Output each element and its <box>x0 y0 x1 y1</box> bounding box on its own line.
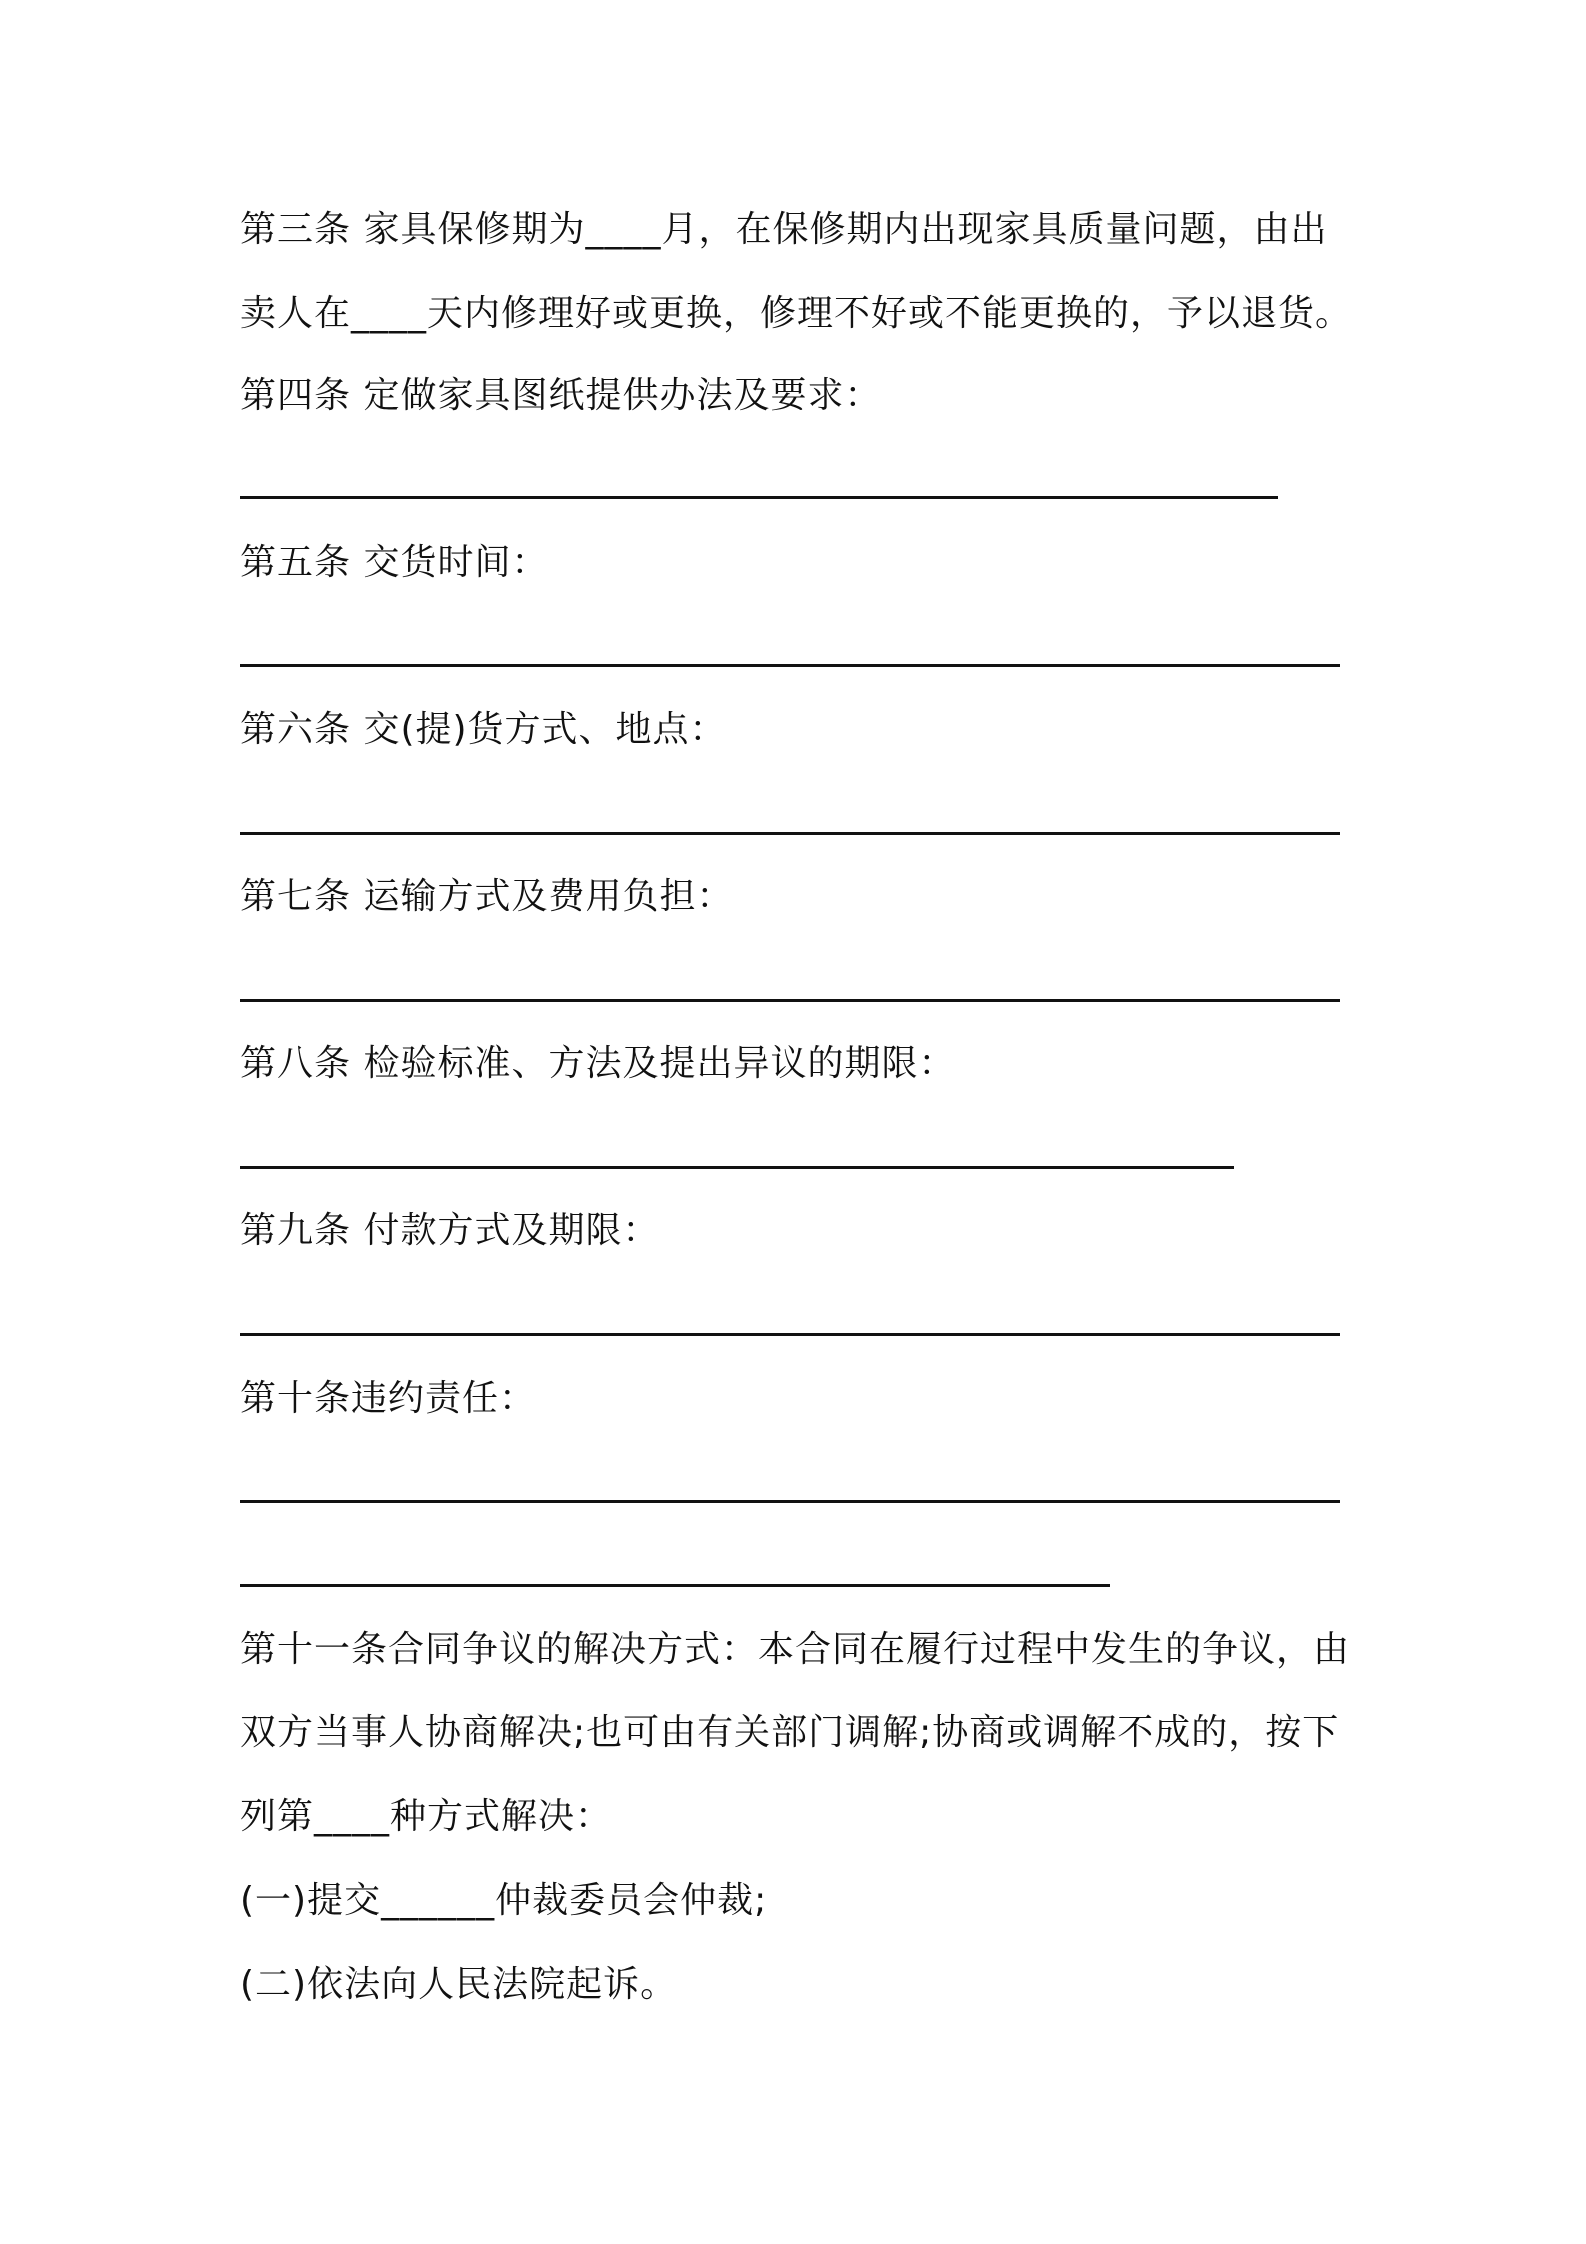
article-5-blank-line[interactable] <box>240 664 1340 667</box>
article-6-heading: 第六条 交(提)货方式、地点： <box>240 709 727 750</box>
article-11-line-3: 列第____种方式解决： <box>240 1796 613 1837</box>
article-9-blank-line[interactable] <box>240 1333 1340 1336</box>
article-4-heading: 第四条 定做家具图纸提供办法及要求： <box>240 375 882 416</box>
article-11-option-1: (一)提交______仲裁委员会仲裁; <box>240 1880 768 1921</box>
article-7-blank-line[interactable] <box>240 999 1340 1002</box>
article-8-heading: 第八条 检验标准、方法及提出异议的期限： <box>240 1043 956 1084</box>
article-6-blank-line[interactable] <box>240 832 1340 835</box>
article-10-blank-line-1[interactable] <box>240 1500 1340 1503</box>
article-8-blank-line[interactable] <box>240 1166 1234 1169</box>
article-5-heading: 第五条 交货时间： <box>240 542 549 583</box>
article-7-heading: 第七条 运输方式及费用负担： <box>240 876 734 917</box>
article-3-line-2: 卖人在____天内修理好或更换，修理不好或不能更换的，予以退货。 <box>240 293 1353 334</box>
article-11-line-2: 双方当事人协商解决;也可由有关部门调解;协商或调解不成的，按下 <box>240 1712 1340 1753</box>
article-10-heading: 第十条违约责任： <box>240 1378 537 1419</box>
article-10-blank-line-2[interactable] <box>240 1584 1110 1587</box>
article-4-blank-line[interactable] <box>240 496 1278 499</box>
article-3-line-1: 第三条 家具保修期为____月，在保修期内出现家具质量问题，由出 <box>240 209 1328 250</box>
article-9-heading: 第九条 付款方式及期限： <box>240 1210 660 1251</box>
article-11-option-2: (二)依法向人民法院起诉。 <box>240 1964 678 2005</box>
article-11-line-1: 第十一条合同争议的解决方式：本合同在履行过程中发生的争议，由 <box>240 1629 1351 1670</box>
